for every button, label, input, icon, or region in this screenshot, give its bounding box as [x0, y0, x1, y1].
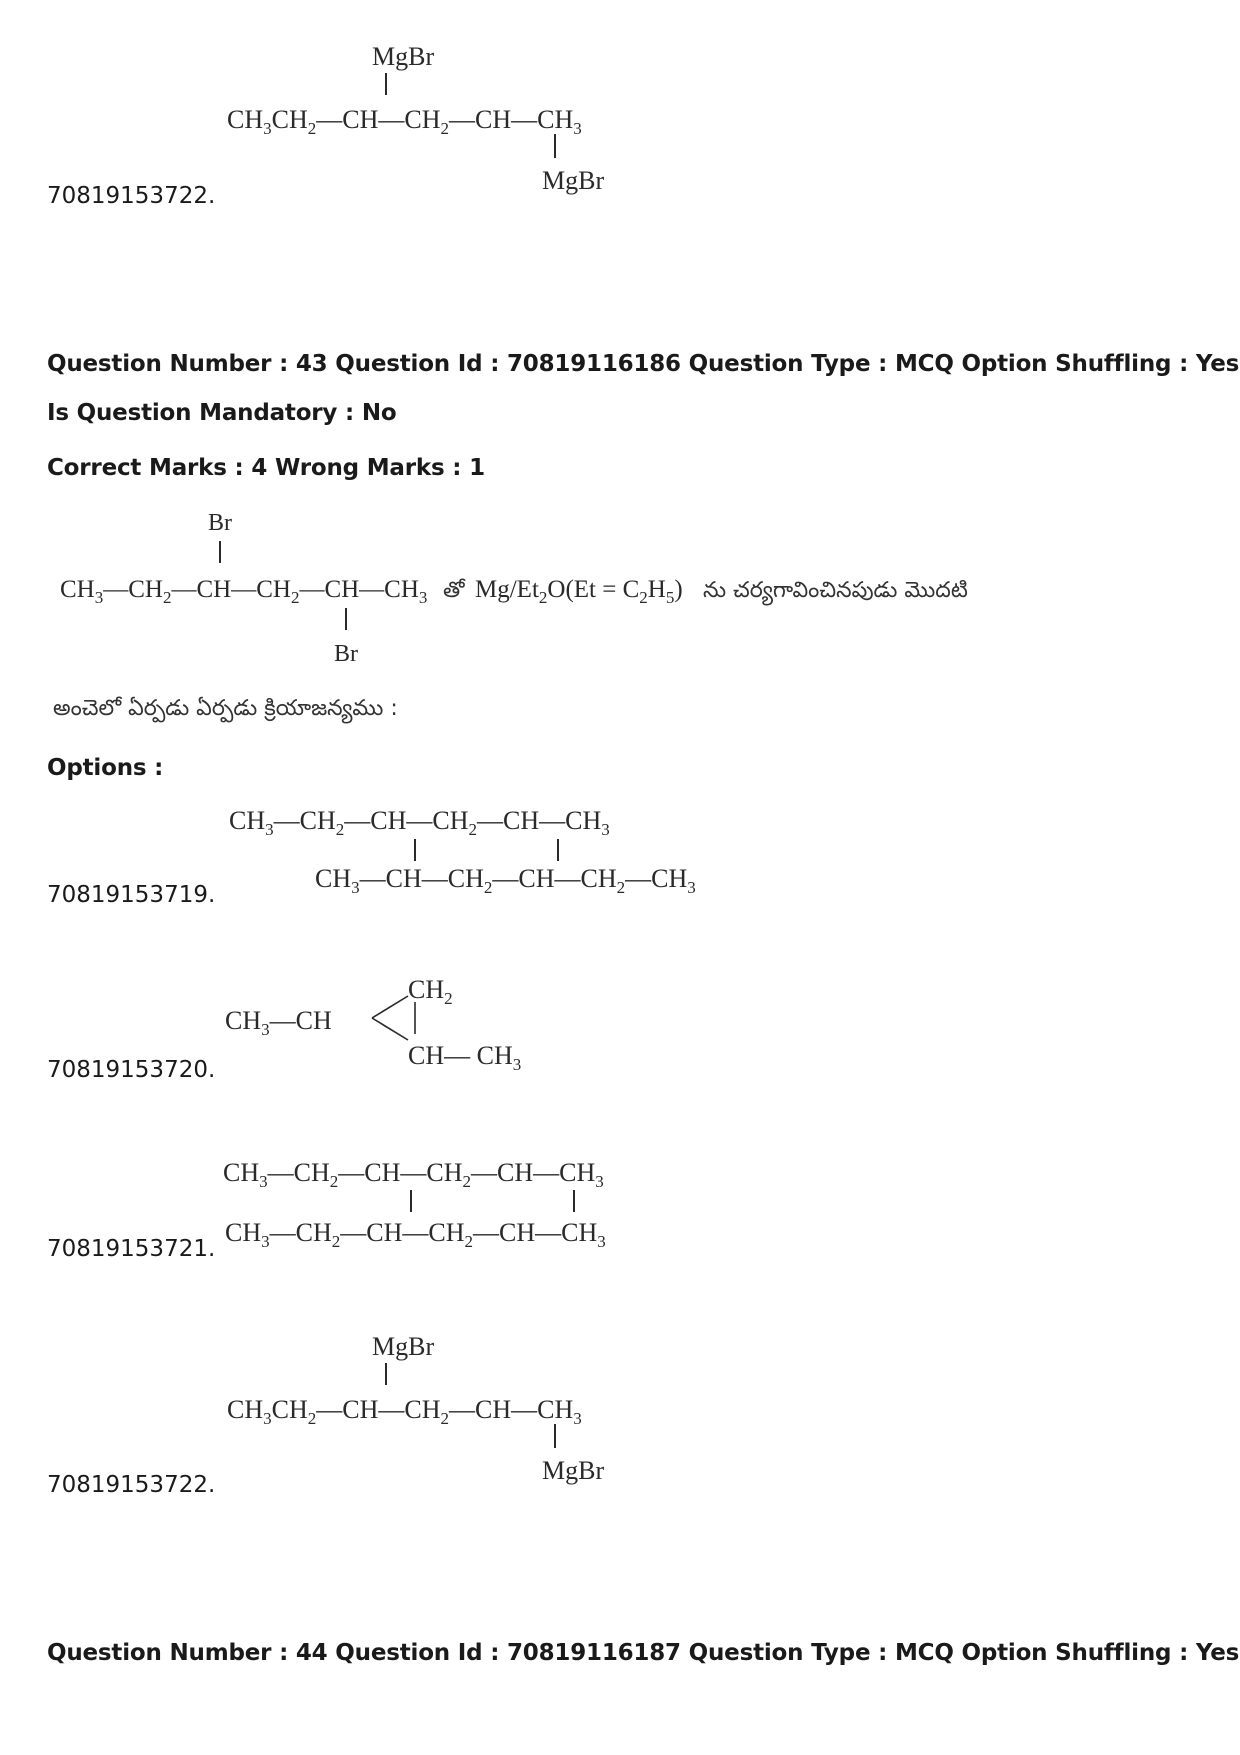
prev-option-top-group: MgBr — [372, 42, 435, 71]
stem-telugu-line2: అంచెలో ఏర్పడు ఏర్పడు క్రియాజన్యము : — [53, 696, 398, 721]
option3-row2: $CH_3—CH_2—CH—CH_2—CH—CH_3$ — [225, 1218, 606, 1251]
prev-option-bottom-group: MgBr — [542, 166, 605, 195]
q43-header-line1: Question Number : 43 Question Id : 70819116186 Question Type : MCQ Option Shuffling : Yes — [47, 351, 1240, 377]
prev-option-id: 70819153722. — [47, 183, 216, 209]
bond-line — [385, 1363, 387, 1385]
prev-option-chain: $CH_3CH_2—CH—CH_2—CH—CH_3$ — [227, 105, 582, 138]
bond-line — [554, 134, 556, 158]
stem-bottom-br: Br — [334, 641, 358, 667]
stem-top-br: Br — [208, 510, 232, 536]
bond-line — [410, 1190, 412, 1212]
option2-ring-bottom: CH— $CH_3$ — [408, 1041, 522, 1074]
option3-id: 70819153721. — [47, 1236, 216, 1262]
option1-row2: $CH_3—CH—CH_2—CH—CH_2—CH_3$ — [315, 864, 696, 897]
stem-telugu-tail: ను చర్యగావించినపుడు మొదటి — [703, 578, 968, 603]
bond-line — [573, 1190, 575, 1212]
option2-ring-bonds — [368, 990, 418, 1046]
option1-row1: $CH_3—CH_2—CH—CH_2—CH—CH_3$ — [229, 806, 610, 839]
option2-left: $CH_3—CH$ — [225, 1006, 332, 1039]
q44-header-line1: Question Number : 44 Question Id : 70819116187 Question Type : MCQ Option Shuffling : Yes — [47, 1640, 1240, 1666]
bond-line — [385, 73, 387, 95]
options-label: Options : — [47, 755, 164, 781]
option4-top-group: MgBr — [372, 1332, 435, 1361]
stem-reagent: $Mg/Et_2O(Et = C_2H_5)$ — [475, 576, 683, 607]
option1-id: 70819153719. — [47, 882, 216, 908]
bond-line — [414, 839, 416, 861]
bond-line — [219, 541, 221, 563]
bond-line — [557, 839, 559, 861]
stem-chain: $CH_3—CH_2—CH—CH_2—CH—CH_3$ — [60, 576, 428, 607]
q43-marks: Correct Marks : 4 Wrong Marks : 1 — [47, 455, 485, 481]
option2-ring-top: $CH_2$ — [408, 975, 453, 1008]
q43-mandatory: Is Question Mandatory : No — [47, 400, 397, 426]
option4-chain: $CH_3CH_2—CH—CH_2—CH—CH_3$ — [227, 1395, 582, 1428]
stem-telugu-with: తో — [443, 578, 465, 603]
bond-line — [554, 1424, 556, 1448]
bond-line — [345, 608, 347, 630]
option4-bottom-group: MgBr — [542, 1456, 605, 1485]
option2-id: 70819153720. — [47, 1057, 216, 1083]
option3-row1: $CH_3—CH_2—CH—CH_2—CH—CH_3$ — [223, 1158, 604, 1191]
option4-id: 70819153722. — [47, 1472, 216, 1498]
